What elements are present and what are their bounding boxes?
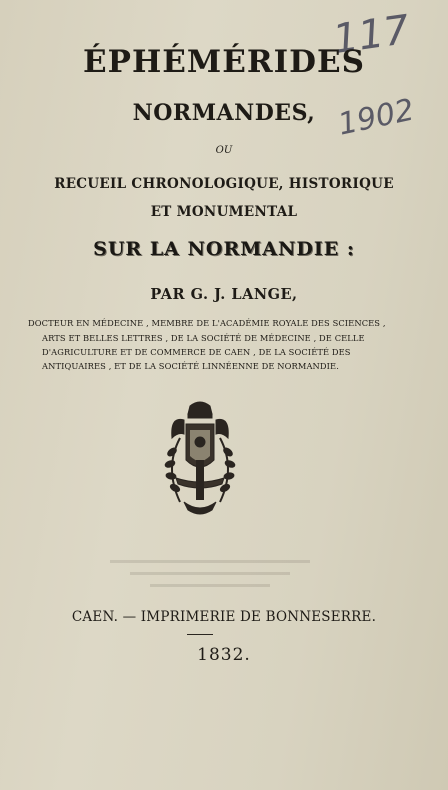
publication-year: 1832. — [197, 645, 251, 665]
handwritten-year: 1902 — [335, 92, 418, 143]
conjunction-ou: OU — [215, 145, 233, 156]
subtitle-line1: RECUEIL CHRONOLOGIQUE, HISTORIQUE — [54, 176, 394, 192]
show-through-bleed — [90, 550, 330, 610]
imprint-line: CAEN. — IMPRIMERIE DE BONNESERRE. — [71, 609, 377, 625]
main-title-line2: NORMANDES, — [132, 100, 316, 126]
main-title: ÉPHÉMÉRIDES — [83, 44, 365, 80]
credentials-line: ANTIQUAIRES , ET DE LA SOCIÉTÉ LINNÉENNE DE NORMANDIE. — [42, 361, 339, 371]
handwritten-number: 117 — [330, 6, 413, 64]
royal-coat-of-arms-icon — [150, 398, 250, 520]
credentials-line: ARTS ET BELLES LETTRES , DE LA SOCIÉTÉ DE MÉDECINE , DE CELLE — [42, 333, 365, 343]
credentials-line: D'AGRICULTURE ET DE COMMERCE DE CAEN , DE LA SOCIÉTÉ DES — [42, 347, 351, 357]
subtitle-line3: SUR LA NORMANDIE : — [93, 238, 355, 260]
author-line: PAR G. J. LANGE, — [150, 286, 298, 303]
credentials-line: DOCTEUR EN MÉDECINE , MEMBRE DE L'ACADÉMIE ROYALE DES SCIENCES , — [28, 318, 386, 328]
subtitle-line2: ET MONUMENTAL — [150, 204, 298, 220]
divider-rule — [187, 634, 213, 635]
